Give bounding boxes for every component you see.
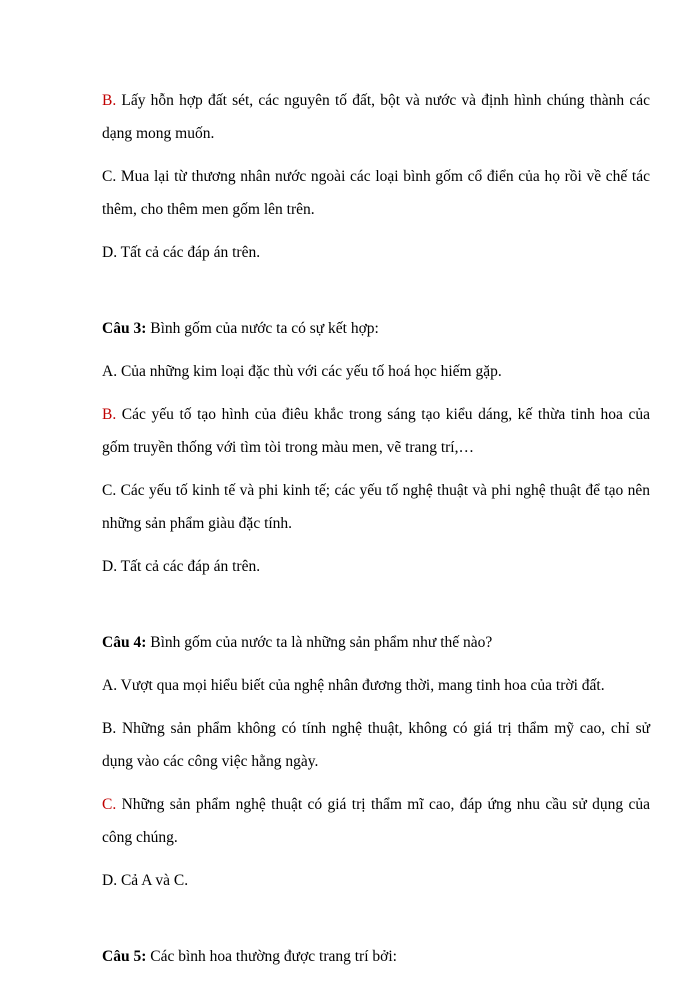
q3-option-a (102, 355, 650, 388)
q2-option-b-letter: B. (102, 92, 117, 109)
question-5 (102, 940, 650, 973)
q3-option-c-letter: C. (102, 482, 117, 499)
spacer (102, 593, 650, 626)
q2-option-d-text: Tất cả các đáp án trên. (117, 244, 261, 261)
q3-option-c (102, 474, 650, 540)
q3-option-a-letter: A. (102, 363, 118, 380)
spacer (102, 907, 650, 940)
q3-option-c-text: Các yếu tố kinh tế và phi kinh tế; các yếu tố nghệ thuật và phi nghệ thuật để tạo nên những sản phẩm giàu đặc tính. (102, 482, 650, 532)
q2-option-c (102, 160, 650, 226)
q4-option-b-text: Những sản phẩm không có tính nghệ thuật, không có giá trị thẩm mỹ cao, chỉ sử dụng vào các công việc hằng ngày. (102, 720, 650, 770)
q2-option-d-letter: D. (102, 244, 118, 261)
q4-option-d (102, 864, 650, 897)
q3-option-b-text: Các yếu tố tạo hình của điêu khắc trong sáng tạo kiểu dáng, kế thừa tinh hoa của gốm truyền thống với tìm tòi trong màu men, vẽ trang trí,… (102, 406, 650, 456)
spacer (102, 279, 650, 312)
question-3-text: Bình gốm của nước ta có sự kết hợp: (146, 320, 379, 337)
q4-option-a (102, 669, 650, 702)
q3-option-a-text: Của những kim loại đặc thù với các yếu tố hoá học hiếm gặp. (117, 363, 502, 380)
question-5-label: Câu 5: (102, 948, 147, 965)
question-3 (102, 312, 650, 345)
q4-option-a-letter: A. (102, 677, 118, 694)
q4-option-d-letter: D. (102, 872, 118, 889)
q4-option-c-text: Những sản phẩm nghệ thuật có giá trị thẩm mĩ cao, đáp ứng nhu cầu sử dụng của công chúng. (102, 796, 650, 846)
question-4 (102, 626, 650, 659)
question-4-label: Câu 4: (102, 634, 147, 651)
q2-option-c-text: Mua lại từ thương nhân nước ngoài các loại bình gốm cổ điển của họ rồi về chế tác thêm, cho thêm men gốm lên trên. (102, 168, 650, 218)
q3-option-d (102, 550, 650, 583)
q3-option-b (102, 398, 650, 464)
question-3-label: Câu 3: (102, 320, 147, 337)
q2-option-c-letter: C. (102, 168, 117, 185)
q4-option-b (102, 712, 650, 778)
q2-option-d (102, 236, 650, 269)
q2-option-b (102, 84, 650, 150)
q2-option-b-text: Lấy hỗn hợp đất sét, các nguyên tố đất, bột và nước và định hình chúng thành các dạng mong muốn. (102, 92, 650, 142)
q4-option-c-letter: C. (102, 796, 117, 813)
question-4-text: Bình gốm của nước ta là những sản phẩm như thế nào? (146, 634, 493, 651)
q4-option-c (102, 788, 650, 854)
q3-option-d-letter: D. (102, 558, 118, 575)
question-5-text: Các bình hoa thường được trang trí bởi: (146, 948, 397, 965)
q4-option-a-text: Vượt qua mọi hiểu biết của nghệ nhân đương thời, mang tinh hoa của trời đất. (117, 677, 605, 694)
q4-option-d-text: Cả A và C. (117, 872, 189, 889)
q3-option-b-letter: B. (102, 406, 117, 423)
q3-option-d-text: Tất cả các đáp án trên. (117, 558, 261, 575)
document-page (102, 84, 650, 983)
q4-option-b-letter: B. (102, 720, 117, 737)
